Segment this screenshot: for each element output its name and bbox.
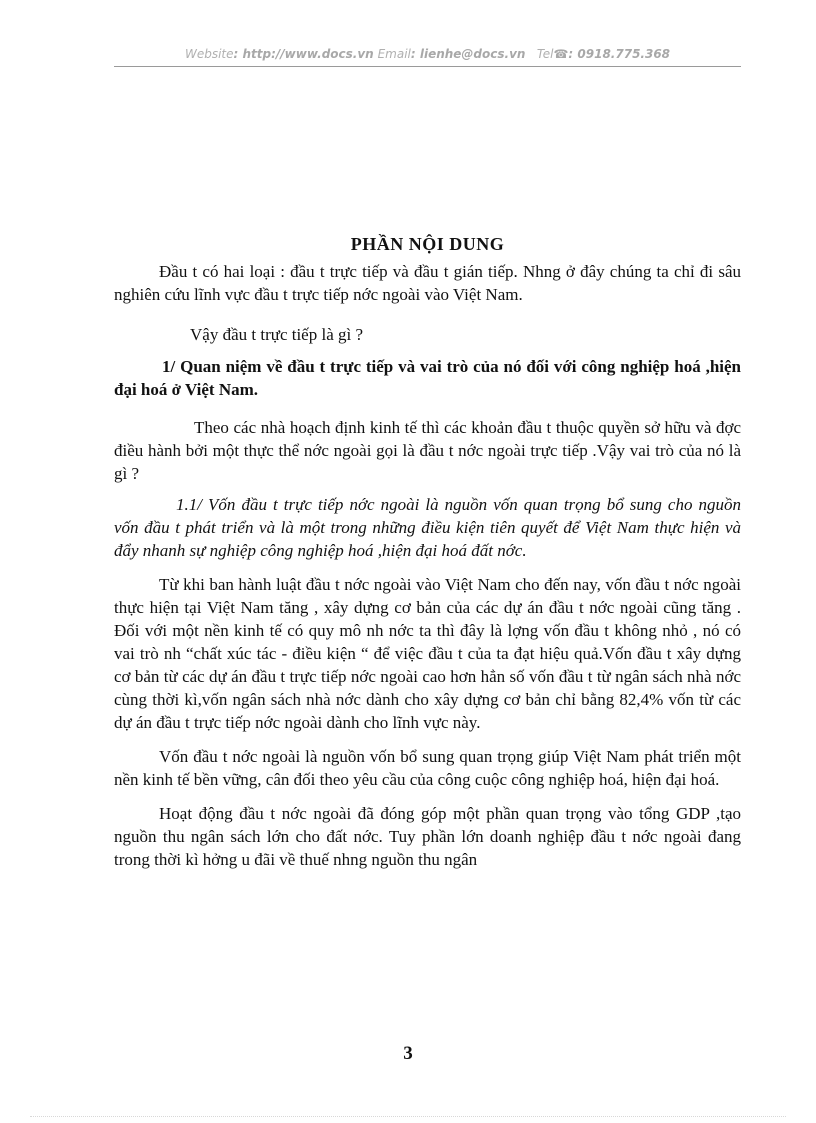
body-paragraph-1: Từ khi ban hành luật đầu t nớc ngoài vào Việt Nam cho đến nay, vốn đầu t nớc ngoài thực hiện tại Việt Nam tăng , xây dựng cơ bản của các dự án đầu t nớc ngoài cũng tăng . Đối với một nền kinh tế có quy mô nh nớc ta thì đây là lợng vốn đầu t không nhỏ , nó có vai trò nh “chất xúc tác - điều kiện “ để việc đầu t của ta đạt hiệu quả.Vốn đầu t xây dựng cơ bản từ các dự án đầu t trực tiếp nớc ngoài cao hơn hẳn số vốn đầu t từ ngân sách nhà nớc cùng thời kì,vốn ngân sách nhà nớc dành cho xây dựng cơ bản chỉ bằng 82,4% vốn từ các dự án đầu t trực tiếp nớc ngoài dành cho lĩnh vực này. [114,575,741,732]
subsection-heading: 1.1/ Vốn đầu t trực tiếp nớc ngoài là nguồn vốn quan trọng bổ sung cho nguồn vốn đầu t phát triển và là một trong những điều kiện tiên quyết để Việt Nam thực hiện và đẩy nhanh sự nghiệp công nghiệp hoá ,hiện đại hoá đất nớc. [114,495,741,560]
email-link[interactable]: : lienhe@docs.vn [410,47,526,61]
question-paragraph: Vậy đầu t trực tiếp là gì ? [190,325,364,344]
page-number: 3 [403,1043,413,1064]
page-header [114,47,741,61]
website-link[interactable]: : http://www.docs.vn [233,47,374,61]
footer-divider [30,1116,786,1117]
page-title: PHẦN NỘI DUNG [350,234,505,254]
definition-paragraph: Theo các nhà hoạch định kinh tế thì các khoản đầu t thuộc quyền sở hữu và đợc điều hành bởi một thực thể nớc ngoài gọi là đầu t nớc ngoài trực tiếp .Vậy vai trò của nó là gì ? [114,418,741,483]
body-paragraph-2: Vốn đầu t nớc ngoài là nguồn vốn bổ sung quan trọng giúp Việt Nam phát triển một nền kinh tế bền vững, cân đối theo yêu cầu của công cuộc công nghiệp hoá, hiện đại hoá. [114,747,741,789]
website-label: Website [184,47,234,61]
document-body [114,233,741,871]
header-divider [114,66,741,67]
tel-value: ☎: 0918.775.368 [553,47,671,61]
intro-paragraph: Đầu t có hai loại : đầu t trực tiếp và đầu t gián tiếp. Nhng ở đây chúng ta chỉ đi sâu nghiên cứu lĩnh vực đầu t trực tiếp nớc ngoài vào Việt Nam. [114,262,741,304]
tel-label: Tel [536,47,554,61]
section-heading: 1/ Quan niệm về đầu t trực tiếp và vai trò của nó đối với công nghiệp hoá ,hiện đại hoá ở Việt Nam. [114,357,741,399]
body-paragraph-3: Hoạt động đầu t nớc ngoài đã đóng góp một phần quan trọng vào tổng GDP ,tạo nguồn thu ngân sách lớn cho đất nớc. Tuy phần lớn doanh nghiệp đầu t nớc ngoài đang trong thời kì hởng u đãi về thuế nhng nguồn thu ngân [114,804,741,869]
email-label: Email [377,47,411,61]
